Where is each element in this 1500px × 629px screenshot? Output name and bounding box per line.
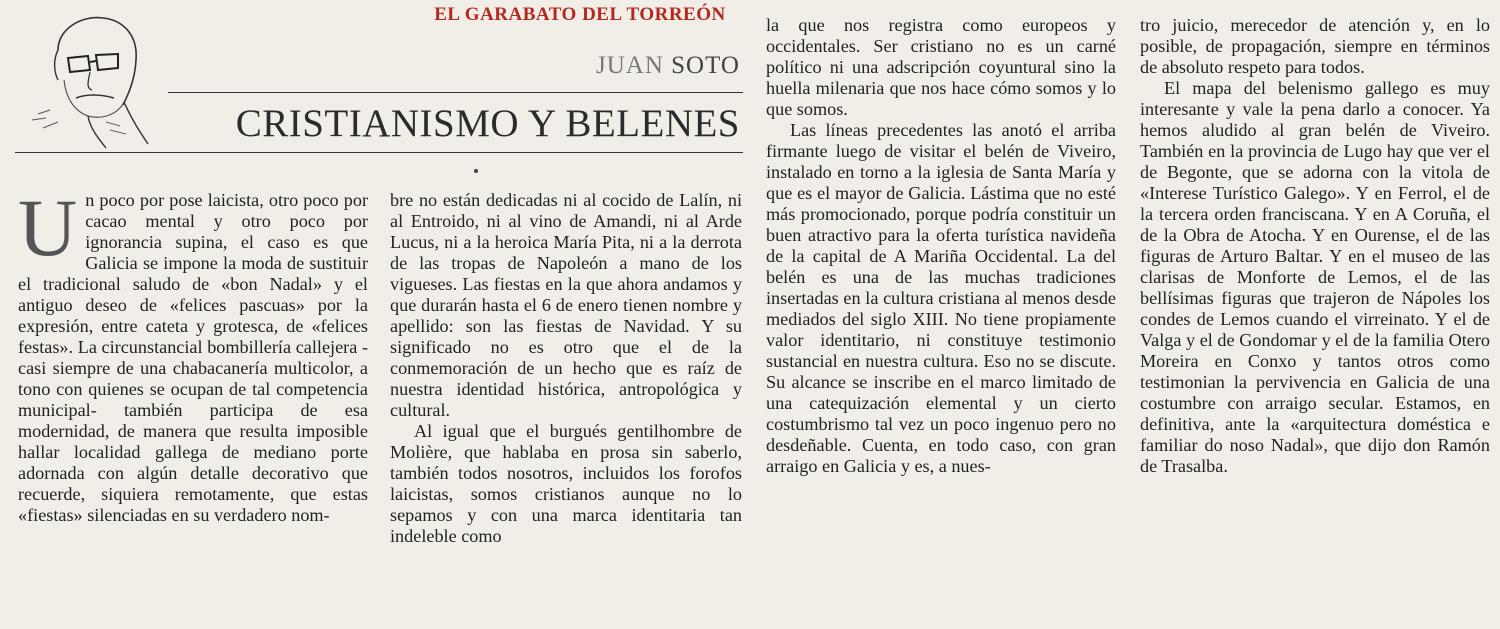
- paragraph-text: n poco por pose laicista, otro poco por cacao mental y otro poco por ignorancia supina, el caso es que Galicia se impone la moda de sustituir el tradicional saludo de «bon Nadal» y el antiguo deseo de «felices pascuas» por la expresión, entre cateta y grotesca, de «felices festas». La circunstancial bombillería callejera -casi siempre de una chabacanería multicolor, a tono con quienes se ocupan de tal competencia municipal- también participa de esa modernidad, de manera que resulta imposible hallar localidad gallega de mediano porte adornada con algún detalle decorativo que recuerde, siquiera remotamente, que estas «fiestas» silenciadas en su verdadero nom-: [18, 190, 368, 525]
- article-column-2: [390, 190, 742, 547]
- author-caricature: [28, 10, 153, 150]
- author-last-name: SOTO: [671, 52, 740, 79]
- author-first-name: JUAN: [596, 52, 664, 79]
- paragraph: tro juicio, merecedor de atención y, en lo posible, de propagación, siempre en términos de absoluto respeto para todos.: [1140, 15, 1490, 77]
- author-byline: [520, 52, 740, 80]
- ornament-dot: [474, 169, 478, 173]
- paragraph: El mapa del belenismo gallego es muy interesante y vale la pena darlo a conocer. Ya hemos aludido al gran belén de Viveiro. También en la provincia de Lugo hay que ver el de Begonte, que se adorna con la vitola de «Interese Turístico Galego». Y en Ferrol, el de la tercera orden franciscana. Y en A Coruña, el de la Obra de Atocha. Y en Ourense, el de las figuras de Arturo Baltar. Y en el museo de las clarisas de Monforte de Lemos, el de las bellísimas figuras que trajeron de Nápoles los condes de Lemos cuando el virreinato. Y el de Valga y el de Gondomar y el de la familia Otero Moreira en Conxo y tantos otros como testimonian la pervivencia en Galicia de una costumbre con arraigo secular. Estamos, en definitiva, ante la «arquitectura doméstica e familiar do noso Nadal», que dijo don Ramón de Trasalba.: [1140, 78, 1490, 476]
- section-title: EL GARABATO DEL TORREÓN: [434, 4, 726, 25]
- article-column-3: [766, 15, 1116, 477]
- article-column-4: [1140, 15, 1490, 477]
- paragraph: [18, 182, 368, 526]
- paragraph: Al igual que el burgués gentilhombre de Molière, que hablaba en prosa sin saberlo, también todos nosotros, incluidos los forofos laicistas, somos cristianos aunque no lo sepamos y con una marca identitaria tan indeleble como: [390, 421, 742, 546]
- article-headline: CRISTIANISMO Y BELENES: [235, 102, 740, 145]
- article-column-1: [18, 182, 368, 526]
- paragraph: Las líneas precedentes las anotó el arriba firmante luego de visitar el belén de Viveiro, instalado en torno a la iglesia de Santa María y que es el mayor de Galicia. Lástima que no esté más promocionado, porque podría constituir un buen atractivo para la oferta turística navideña de la capital de A Mariña Occidental. La del belén es una de las muchas tradiciones insertadas en la cultura cristiana al menos desde mediados del siglo XIII. No tiene propiamente valor identitario, ni constituye testimonio sustancial en nuestra cultura. Eso no se discute. Su alcance se inscribe en el marco limitado de una catequización elemental y un cierto costumbrismo tal vez un poco ingenuo pero no desdeñable. Cuenta, en todo caso, con gran arraigo en Galicia y es, a nues-: [766, 120, 1116, 476]
- header-divider: [168, 92, 743, 93]
- headline-divider: [15, 152, 743, 153]
- drop-cap: U: [18, 182, 78, 273]
- paragraph: la que nos registra como europeos y occidentales. Ser cristiano no es un carné político ni una adscripción coyuntural sino la huella milenaria que nos hace cómo somos y lo que somos.: [766, 15, 1116, 119]
- paragraph: bre no están dedicadas ni al cocido de Lalín, ni al Entroido, ni al vino de Amandi, ni al Arde Lucus, ni a la heroica María Pita, ni a la derrota de las tropas de Napoleón a mano de los vigueses. Las fiestas en la que ahora andamos y que durarán hasta el 6 de enero tienen nombre y apellido: son las fiestas de Navidad. Y su significado no es otro que el de la conmemoración de un hecho que es raíz de nuestra identidad histórica, antropológica y cultural.: [390, 190, 742, 420]
